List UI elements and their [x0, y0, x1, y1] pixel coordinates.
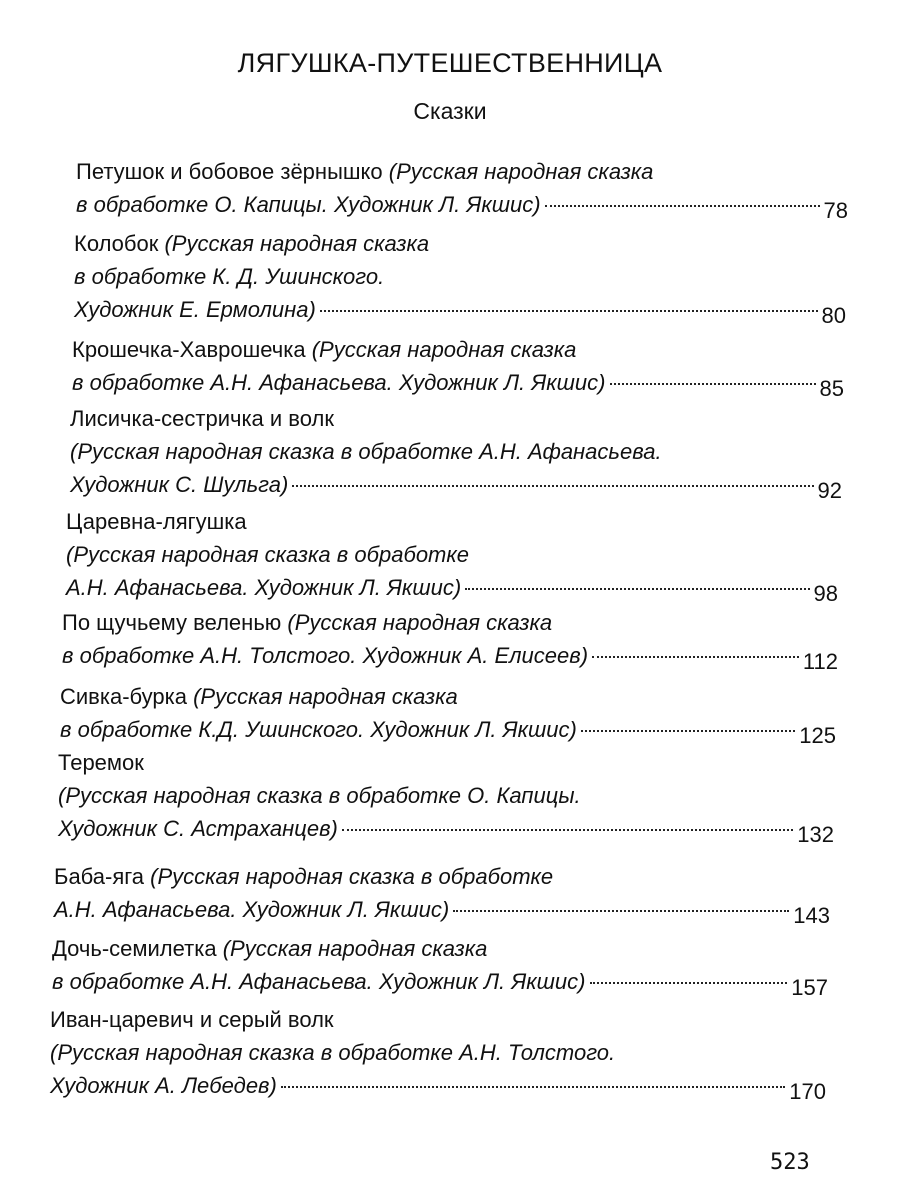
entry-title: Теремок [58, 750, 144, 775]
entry-title: Крошечка-Хаврошечка [72, 337, 306, 362]
entry-note: (Русская народная сказка [311, 337, 577, 362]
entry-page-number: 98 [813, 581, 838, 606]
entry-note: (Русская народная сказка в обработке А.Н. Афанасьева. [70, 439, 662, 464]
entry-page-number: 85 [819, 376, 844, 401]
entry-note: (Русская народная сказка [193, 684, 458, 709]
entry-note: Художник А. Лебедев) [50, 1073, 277, 1098]
toc-entry [74, 227, 846, 326]
entry-note: в обработке А.Н. Афанасьева. Художник Л. Якшис) [72, 370, 606, 395]
entry-page-number: 92 [817, 478, 842, 503]
entry-note: в обработке А.Н. Толстого. Художник А. Елисеев) [62, 643, 589, 668]
dot-leader [453, 910, 789, 912]
toc-entry [58, 746, 834, 845]
entry-title: Дочь-семилетка [52, 936, 217, 961]
entry-page-number: 78 [823, 198, 848, 223]
toc-entry [52, 932, 828, 998]
dot-leader [465, 588, 809, 590]
entry-page-number: 170 [789, 1079, 826, 1104]
dot-leader [292, 485, 813, 487]
entry-title: Сивка-бурка [60, 684, 187, 709]
toc-entry [62, 606, 838, 672]
section-title: Сказки [413, 98, 487, 124]
toc-entry [72, 333, 844, 399]
entry-page-number: 143 [793, 903, 830, 928]
entry-title: Колобок [74, 231, 159, 256]
toc-entry [60, 680, 836, 746]
entry-note: (Русская народная сказка в обработке А.Н. Толстого. [50, 1040, 616, 1065]
entry-title: Петушок и бобовое зёрнышко [76, 159, 383, 184]
entry-title: По щучьему веленью [62, 610, 282, 635]
dot-leader [592, 656, 799, 658]
entry-title: Лисичка-сестричка и волк [70, 406, 334, 431]
entry-title: Царевна-лягушка [66, 509, 247, 534]
entry-page-number: 132 [797, 822, 834, 847]
entry-note: Художник С. Астраханцев) [58, 816, 338, 841]
entry-note: (Русская народная сказка [388, 159, 654, 184]
dot-leader [545, 205, 820, 207]
toc-entry [54, 860, 830, 926]
toc-entry [76, 155, 848, 221]
dot-leader [320, 310, 818, 312]
dot-leader [342, 829, 793, 831]
toc-entry [70, 402, 842, 501]
dot-leader [281, 1086, 785, 1088]
entry-note: в обработке К. Д. Ушинского. [74, 264, 385, 289]
book-title: ЛЯГУШКА-ПУТЕШЕСТВЕННИЦА [237, 48, 663, 78]
toc-entry [50, 1003, 826, 1102]
dot-leader [610, 383, 816, 385]
entry-note: (Русская народная сказка в обработке [150, 864, 554, 889]
entry-note: А.Н. Афанасьева. Художник Л. Якшис) [66, 575, 462, 600]
entry-note: в обработке К.Д. Ушинского. Художник Л. Якшис) [60, 717, 577, 742]
page-number: 523 [770, 1150, 810, 1175]
entry-page-number: 112 [802, 649, 838, 674]
entry-title: Баба-яга [54, 864, 145, 889]
entry-page-number: 157 [791, 975, 828, 1000]
dot-leader [590, 982, 788, 984]
entry-note: (Русская народная сказка [164, 231, 430, 256]
entry-note: (Русская народная сказка [287, 610, 553, 635]
dot-leader [581, 730, 795, 732]
entry-note: Художник С. Шульга) [70, 472, 289, 497]
entry-note: А.Н. Афанасьева. Художник Л. Якшис) [54, 897, 450, 922]
entry-note: (Русская народная сказка в обработке [66, 542, 470, 567]
entry-note: Художник Е. Ермолина) [74, 297, 316, 322]
entry-note: в обработке А.Н. Афанасьева. Художник Л. Якшис) [52, 969, 586, 994]
entry-page-number: 125 [799, 723, 836, 748]
toc-entry [66, 505, 838, 604]
entry-note: (Русская народная сказка в обработке О. Капицы. [58, 783, 581, 808]
entry-title: Иван-царевич и серый волк [50, 1007, 334, 1032]
entry-page-number: 80 [821, 303, 846, 328]
entry-note: в обработке О. Капицы. Художник Л. Якшис) [76, 192, 541, 217]
entry-note: (Русская народная сказка [222, 936, 488, 961]
